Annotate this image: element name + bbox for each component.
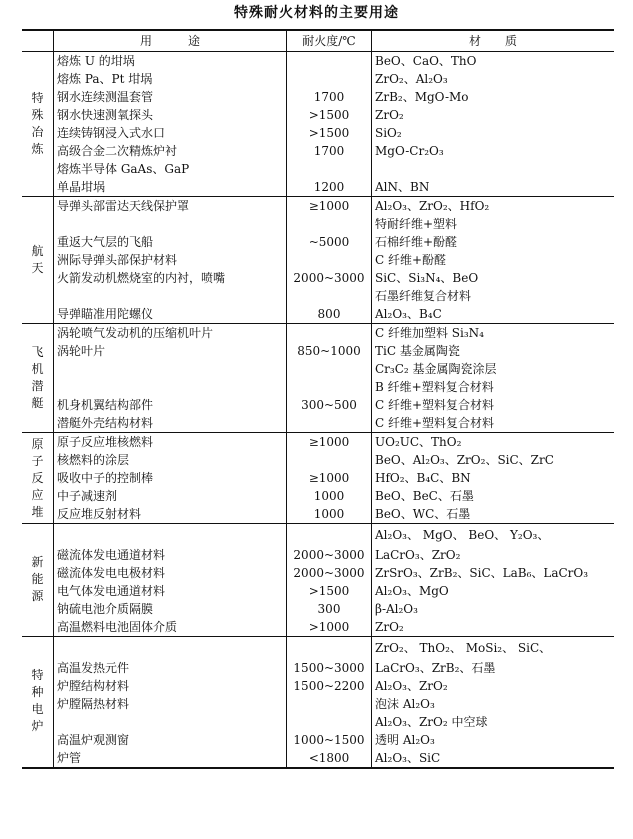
- refractoriness-cell: [287, 160, 372, 178]
- refractoriness-cell: [287, 215, 372, 233]
- refractoriness-cell: 850~1000: [287, 342, 372, 360]
- table-row: [22, 269, 614, 287]
- usage-cell: 洲际导弹头部保护材料: [57, 253, 178, 267]
- table-row: [22, 305, 614, 324]
- material-cell: BeO、WC、石墨: [372, 505, 615, 524]
- usage-cell: 核燃料的涂层: [57, 453, 130, 467]
- material-cell: 石墨纤维复合材料: [372, 287, 615, 305]
- refractoriness-cell: 2000~3000: [287, 269, 372, 287]
- table-row: [22, 233, 614, 251]
- material-cell: B 纤维+塑料复合材料: [372, 378, 615, 396]
- usage-cell: 反应堆反射材料: [57, 507, 142, 521]
- table-row: [22, 324, 614, 343]
- material-cell: Al₂O₃、ZrO₂、HfO₂: [372, 197, 615, 216]
- table-title: 特殊耐火材料的主要用途: [234, 5, 399, 21]
- usage-cell: 涡轮喷气发动机的压缩机叶片: [54, 324, 287, 343]
- usage-cell: 钢水快速测氧探头: [57, 108, 154, 122]
- table-row: [22, 414, 614, 433]
- table-row: [22, 160, 614, 178]
- material-cell: 泡沫 Al₂O₃: [372, 695, 615, 713]
- usage-cell: [54, 378, 287, 396]
- table-row: [22, 564, 614, 582]
- material-cell: AlN、BN: [372, 178, 615, 197]
- usage-cell: [54, 215, 287, 233]
- material-cell: MgO-Cr₂O₃: [372, 142, 615, 160]
- table-row: [22, 546, 614, 564]
- refractoriness-cell: ~5000: [287, 233, 372, 251]
- category-label: 航天: [31, 244, 44, 275]
- usage-cell: 熔炼半导体 GaAs、GaP: [57, 162, 190, 176]
- refractoriness-cell: [287, 695, 372, 713]
- usage-cell: 导弹头部雷达天线保护罩: [54, 197, 287, 216]
- material-cell: β-Al₂O₃: [372, 600, 615, 618]
- refractoriness-cell: >1500: [287, 124, 372, 142]
- refractoriness-cell: [287, 378, 372, 396]
- material-cell: Al₂O₃、ZrO₂ 中空球: [372, 713, 615, 731]
- material-cell: Al₂O₃、MgO: [372, 582, 615, 600]
- material-cell: LaCrO₃、ZrB₂、石墨: [372, 659, 615, 677]
- usage-cell: 火箭发动机燃烧室的内衬，喷嘴: [57, 271, 226, 285]
- material-cell: Al₂O₃、B₄C: [372, 305, 615, 324]
- table-row: [22, 142, 614, 160]
- refractoriness-cell: 1200: [287, 178, 372, 197]
- header-usage: 用 途: [54, 30, 287, 52]
- usage-cell: 电气体发电通道材料: [57, 584, 166, 598]
- refractoriness-cell: 1500~3000: [287, 659, 372, 677]
- table-row: [22, 637, 614, 660]
- category-cell: [22, 433, 54, 524]
- category-cell: [22, 324, 54, 433]
- usage-cell: 钢水连续测温套管: [57, 90, 154, 104]
- refractoriness-cell: ≥1000: [287, 469, 372, 487]
- usage-cell: 高温发热元件: [57, 661, 130, 675]
- table-row: [22, 487, 614, 505]
- usage-cell: 涡轮叶片: [57, 344, 106, 358]
- material-cell: SiC、Si₃N₄、BeO: [372, 269, 615, 287]
- usage-cell: [54, 524, 287, 547]
- header-category: [22, 30, 54, 52]
- table-row: [22, 106, 614, 124]
- refractoriness-cell: >1500: [287, 582, 372, 600]
- material-cell: BeO、BeC、石墨: [372, 487, 615, 505]
- material-cell: 透明 Al₂O₃: [372, 731, 615, 749]
- usage-cell: [54, 637, 287, 660]
- refractoriness-cell: >1500: [287, 106, 372, 124]
- refractoriness-cell: [287, 451, 372, 469]
- material-cell: Al₂O₃、 MgO、 BeO、 Y₂O₃、: [372, 524, 615, 547]
- material-cell: C 纤维+酚醛: [372, 251, 615, 269]
- material-cell: ZrO₂、Al₂O₃: [372, 70, 615, 88]
- usage-cell: 重返大气层的飞船: [57, 235, 154, 249]
- material-cell: LaCrO₃、ZrO₂: [372, 546, 615, 564]
- category-cell: [22, 524, 54, 637]
- category-label: 飞机潜艇: [31, 345, 44, 410]
- usage-cell: [54, 287, 287, 305]
- refractoriness-cell: 2000~3000: [287, 546, 372, 564]
- table-row: [22, 433, 614, 452]
- table-row: [22, 749, 614, 768]
- material-cell: ZrO₂: [372, 106, 615, 124]
- refractoriness-cell: 300~500: [287, 396, 372, 414]
- table-row: [22, 342, 614, 360]
- usage-cell: 高温炉观测窗: [57, 733, 130, 747]
- category-cell: [22, 637, 54, 769]
- table-row: [22, 197, 614, 216]
- table-row: [22, 505, 614, 524]
- refractoriness-cell: [287, 713, 372, 731]
- refractoriness-cell: 1700: [287, 142, 372, 160]
- material-cell: TiC 基金属陶瓷: [372, 342, 615, 360]
- usage-cell: 炉膛结构材料: [57, 679, 130, 693]
- table-row: [22, 524, 614, 547]
- refractoriness-cell: 1500~2200: [287, 677, 372, 695]
- material-cell: 石棉纤维+酚醛: [372, 233, 615, 251]
- usage-cell: 炉膛隔热材料: [57, 697, 130, 711]
- table-row: [22, 178, 614, 197]
- usage-cell: 炉管: [57, 751, 82, 765]
- usage-cell: [54, 360, 287, 378]
- category-label: 特殊冶炼: [31, 91, 44, 156]
- table-row: [22, 70, 614, 88]
- usage-cell: 吸收中子的控制棒: [57, 471, 154, 485]
- table-row: [22, 469, 614, 487]
- usage-cell: 潜艇外壳结构材料: [57, 416, 154, 430]
- refractoriness-cell: 1700: [287, 88, 372, 106]
- material-cell: BeO、Al₂O₃、ZrO₂、SiC、ZrC: [372, 451, 615, 469]
- table-body: [22, 52, 614, 769]
- refractoriness-cell: 300: [287, 600, 372, 618]
- refractoriness-cell: [287, 251, 372, 269]
- usage-cell: 连续铸钢浸入式水口: [57, 126, 166, 140]
- material-cell: Al₂O₃、ZrO₂: [372, 677, 615, 695]
- table-row: [22, 378, 614, 396]
- table-row: [22, 360, 614, 378]
- refractoriness-cell: 1000: [287, 505, 372, 524]
- material-cell: C 纤维加塑料 Si₃N₄: [372, 324, 615, 343]
- refractoriness-cell: 1000: [287, 487, 372, 505]
- category-label: 新能源: [31, 554, 44, 603]
- material-cell: C 纤维+塑料复合材料: [372, 414, 615, 433]
- material-cell: UO₂UC、ThO₂: [372, 433, 615, 452]
- refractoriness-cell: [287, 324, 372, 343]
- material-cell: [372, 160, 615, 178]
- usage-cell: 熔炼 Pa、Pt 坩埚: [57, 72, 153, 86]
- header-material: 材 质: [372, 30, 615, 52]
- refractoriness-cell: [287, 70, 372, 88]
- header-refractoriness: 耐火度/℃: [287, 30, 372, 52]
- refractoriness-cell: ≥1000: [287, 433, 372, 452]
- material-cell: SiO₂: [372, 124, 615, 142]
- material-cell: ZrO₂、 ThO₂、 MoSi₂、 SiC、: [372, 637, 615, 660]
- usage-cell: 原子反应堆核燃料: [54, 433, 287, 452]
- usage-cell: [54, 713, 287, 731]
- material-cell: Cr₃C₂ 基金属陶瓷涂层: [372, 360, 615, 378]
- table-row: [22, 713, 614, 731]
- usage-cell: 磁流体发电电极材料: [57, 566, 166, 580]
- table-row: [22, 677, 614, 695]
- table-row: [22, 695, 614, 713]
- usage-cell: 导弹瞄准用陀螺仪: [57, 307, 154, 321]
- category-label: 特种电炉: [31, 668, 44, 733]
- refractoriness-cell: [287, 524, 372, 547]
- refractory-usage-table: [22, 29, 614, 769]
- usage-cell: 机身机翼结构部件: [57, 398, 154, 412]
- refractoriness-cell: 2000~3000: [287, 564, 372, 582]
- material-cell: HfO₂、B₄C、BN: [372, 469, 615, 487]
- refractoriness-cell: 800: [287, 305, 372, 324]
- category-cell: [22, 52, 54, 197]
- table-row: [22, 451, 614, 469]
- refractoriness-cell: ≥1000: [287, 197, 372, 216]
- usage-cell: 钠硫电池介质隔膜: [57, 602, 154, 616]
- table-row: [22, 582, 614, 600]
- usage-cell: 单晶坩埚: [57, 180, 106, 194]
- refractoriness-cell: [287, 52, 372, 71]
- material-cell: ZrO₂: [372, 618, 615, 637]
- usage-cell: 磁流体发电通道材料: [57, 548, 166, 562]
- refractoriness-cell: <1800: [287, 749, 372, 768]
- usage-cell: 高温燃料电池固体介质: [57, 620, 178, 634]
- usage-cell: 中子减速剂: [57, 489, 118, 503]
- material-cell: Al₂O₃、SiC: [372, 749, 615, 768]
- material-cell: ZrSrO₃、ZrB₂、SiC、LaB₆、LaCrO₃: [372, 564, 615, 582]
- material-cell: 特耐纤维+塑料: [372, 215, 615, 233]
- table-row: [22, 618, 614, 637]
- usage-cell: 高级合金二次精炼炉衬: [57, 144, 178, 158]
- table-row: [22, 251, 614, 269]
- material-cell: ZrB₂、MgO-Mo: [372, 88, 615, 106]
- table-row: [22, 52, 614, 71]
- table-row: [22, 731, 614, 749]
- category-cell: [22, 197, 54, 324]
- table-row: [22, 88, 614, 106]
- refractoriness-cell: [287, 360, 372, 378]
- table-row: [22, 215, 614, 233]
- refractoriness-cell: 1000~1500: [287, 731, 372, 749]
- refractoriness-cell: [287, 414, 372, 433]
- header-row: [22, 30, 614, 52]
- refractoriness-cell: [287, 287, 372, 305]
- category-label: 原子反应堆: [31, 436, 44, 519]
- table-row: [22, 124, 614, 142]
- table-row: [22, 600, 614, 618]
- usage-cell: 熔炼 U 的坩埚: [54, 52, 287, 71]
- table-row: [22, 659, 614, 677]
- table-row: [22, 287, 614, 305]
- material-cell: C 纤维+塑料复合材料: [372, 396, 615, 414]
- table-row: [22, 396, 614, 414]
- material-cell: BeO、CaO、ThO: [372, 52, 615, 71]
- refractoriness-cell: >1000: [287, 618, 372, 637]
- refractoriness-cell: [287, 637, 372, 660]
